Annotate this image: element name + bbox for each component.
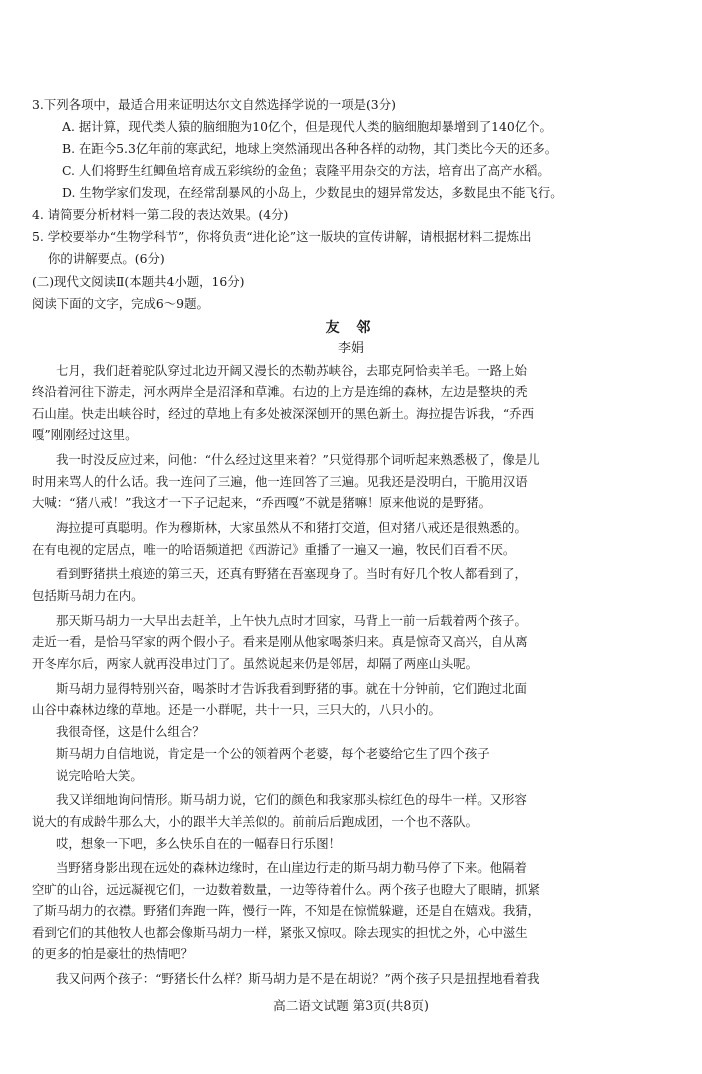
article-line: 山谷中森林边缘的草地。还是一小群呢，共十一只，三只大的，八只小的。	[32, 702, 441, 717]
article-line: 说大的有成龄牛那么大，小的跟半大羊羔似的。前前后后跑成团，一个也不落队。	[32, 814, 479, 829]
question-3-option-d: D. 生物学家们发现，在经常刮暴风的小岛上，少数昆虫的翅异常发达，多数昆虫不能飞行。	[62, 185, 563, 200]
section-instruction: 阅读下面的文字，完成6～9题。	[32, 296, 209, 311]
article-line: 看到野猪拱土痕迹的第三天，还真有野猪在吾塞现身了。当时有好几个牧人都看到了，	[56, 566, 527, 581]
article-line: 的更多的怕是豪壮的热情吧？	[32, 946, 194, 961]
article-line: 七月，我们赶着驼队穿过北边开阔又漫长的杰勒苏峡谷，去耶克阿恰卖羊毛。一路上始	[56, 363, 527, 378]
article-line: 我很奇怪，这是什么组合？	[56, 724, 205, 739]
article-line: 开冬库尔后，两家人就再没串过门了。虽然说起来仍是邻居，却隔了两座山头呢。	[32, 656, 479, 671]
page-footer: 高二语文试题 第3页(共8页)	[273, 998, 429, 1013]
article-line: 终沿着河往下游走，河水两岸全是沼泽和草滩。右边的上方是连绵的森林，左边是整块的秃	[32, 384, 528, 399]
article-author: 李娟	[337, 341, 364, 356]
question-4: 4. 请简要分析材料一第二段的表达效果。(4分)	[32, 207, 289, 222]
article-line: 我一时没反应过来，问他：“什么经过这里来着？”只觉得那个词听起来熟悉极了，像是儿	[56, 452, 540, 467]
question-3-option-a: A. 据计算，现代类人猿的脑细胞为10亿个，但是现代人类的脑细胞却暴增到了140亿个。	[62, 119, 552, 134]
article-line: 在有电视的定居点，唯一的哈语频道把《西游记》重播了一遍又一遍，牧民们百看不厌。	[32, 542, 516, 557]
article-line: 大喊：“猪八戒！”我这才一下子记起来，“乔西嘎”不就是猪嘛！原来他说的是野猪。	[32, 495, 492, 510]
article-line: 斯马胡力自信地说，肯定是一个公的领着两个老婆，每个老婆给它生了四个孩子	[56, 746, 490, 761]
question-5-line-1: 5. 学校要举办“生物学科节”，你将负责“进化论”这一版块的宣传讲解，请根据材料二提炼出	[32, 229, 532, 244]
article-line: 时用来骂人的什么话。我一连问了三遍，他一连回答了三遍。见我还是没明白，干脆用汉语	[32, 474, 528, 489]
article-line: 了斯马胡力的衣襟。野猪们奔跑一阵，慢行一阵，不知是在惊慌躲避，还是自在嬉戏。我猜，	[32, 903, 541, 918]
article-line: 我又详细地询问情形。斯马胡力说，它们的颜色和我家那头棕红色的母牛一样。又形容	[56, 792, 527, 807]
article-line: 包括斯马胡力在内。	[32, 588, 144, 603]
article-line: 空旷的山谷，远远凝视它们，一边数着数量，一边等待着什么。两个孩子也瞪大了眼睛，抓紧	[32, 882, 541, 897]
question-3-option-c: C. 人们将野生红鲫鱼培育成五彩缤纷的金鱼；袁隆平用杂交的方法，培育出了高产水稻。	[62, 163, 550, 178]
question-5-line-2: 你的讲解要点。(6分)	[48, 251, 165, 266]
article-line: 那天斯马胡力一大早出去赶羊，上午快九点时才回家，马背上一前一后载着两个孩子。	[56, 613, 527, 628]
article-line: 哎，想象一下吧，多么快乐自在的一幅春日行乐图！	[56, 836, 341, 851]
article-line: 石山崖。快走出峡谷时，经过的草地上有多处被深深刨开的黑色新土。海拉提告诉我，“乔西	[32, 406, 534, 421]
article-line: 斯马胡力显得特别兴奋，喝茶时才告诉我看到野猪的事。就在十分钟前，它们跑过北面	[56, 681, 527, 696]
question-3-option-b: B. 在距今5.3亿年前的寒武纪，地球上突然涌现出各种各样的动物，其门类比今天的还多。	[62, 141, 558, 156]
section-heading: (二)现代文阅读Ⅱ(本题共4小题，16分)	[32, 274, 245, 289]
article-line: 当野猪身影出现在远处的森林边缘时，在山崖边行走的斯马胡力勒马停了下来。他隔着	[56, 860, 527, 875]
article-line: 海拉提可真聪明。作为穆斯林，大家虽然从不和猪打交道，但对猪八戒还是很熟悉的。	[56, 520, 527, 535]
article-line: 看到它们的其他牧人也都会像斯马胡力一样，紧张又惊叹。除去现实的担忧之外，心中滋生	[32, 925, 528, 940]
article-title: 友 邻	[325, 320, 377, 336]
question-3: 3.下列各项中，最适合用来证明达尔文自然选择学说的一项是(3分)	[32, 97, 396, 112]
article-line: 嘎”刚刚经过这里。	[32, 427, 138, 442]
article-line: 说完哈哈大笑。	[56, 768, 143, 783]
article-line: 走近一看，是恰马罕家的两个假小子。看来是刚从他家喝茶归来。真是惊奇又高兴，自从离	[32, 634, 528, 649]
article-line: 我又问两个孩子：“野猪长什么样？斯马胡力是不是在胡说？”两个孩子只是扭捏地看着我	[56, 971, 540, 986]
